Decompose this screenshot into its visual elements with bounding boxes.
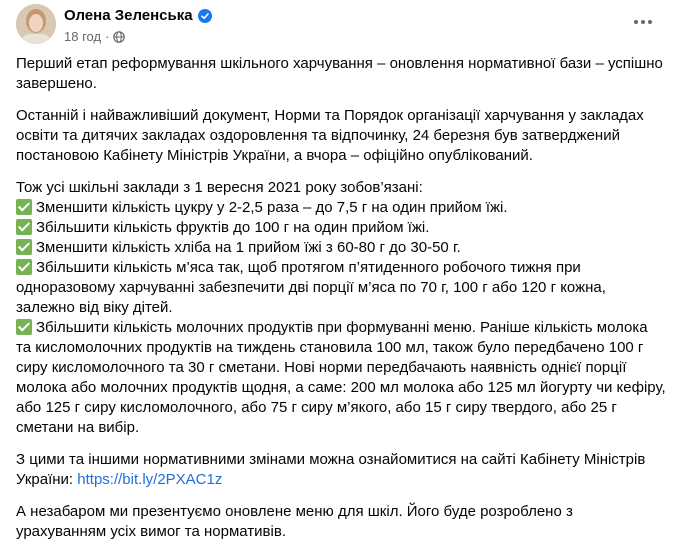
check-mark-icon [16, 199, 32, 215]
avatar[interactable] [16, 4, 56, 44]
list-item [16, 258, 666, 318]
check-mark-icon [16, 259, 32, 275]
paragraph-requirements-intro: Тож усі шкільні заклади з 1 вересня 2021 року зобов’язані: [16, 179, 423, 196]
list-item [16, 318, 666, 438]
check-mark-icon [16, 219, 32, 235]
list-item [16, 218, 666, 238]
check-mark-icon [16, 319, 32, 335]
meta-separator: · [105, 29, 110, 44]
paragraph-intro: Перший етап реформування шкільного харчування – оновлення нормативної бази – успішно завершено. [16, 55, 663, 92]
paragraph-document: Останній і найважливіший документ, Норми та Порядок організації харчування у закладах освіти та дитячих закладах оздоровлення та відпочинку, 24 березня був затверджений постановою Кабінету Міністрів України, а вчора – офіційно опублікований. [16, 107, 644, 164]
post-header [16, 4, 657, 48]
requirements-list [16, 198, 666, 438]
list-item-text: Збільшити кількість м’яса так, щоб протягом п’ятиденного робочого тижня при одноразовому харчуванні забезпечити дві порції м’яса по 70 г, 100 г або 120 г кожна, залежно від віку дітей. [16, 259, 606, 316]
list-item-text: Зменшити кількість хліба на 1 прийом їжі з 60-80 г до 30-50 г. [36, 239, 461, 256]
post-meta [64, 29, 125, 44]
paragraph-link [16, 450, 666, 490]
author-name[interactable]: Олена Зеленська [64, 7, 193, 24]
more-options-icon[interactable] [629, 8, 657, 36]
verified-badge-icon [198, 9, 212, 23]
list-item-text: Збільшити кількість фруктів до 100 г на один прийом їжі. [36, 219, 430, 236]
author-row [64, 7, 212, 24]
post-timestamp[interactable]: 18 год [64, 29, 102, 44]
avatar-image [16, 4, 56, 44]
paragraph-outro: А незабаром ми презентуємо оновлене меню для шкіл. Його буде розроблено з урахуванням усіх вимог та нормативів. [16, 503, 573, 540]
list-item [16, 198, 666, 218]
check-mark-icon [16, 239, 32, 255]
globe-icon[interactable] [113, 31, 125, 43]
list-item [16, 238, 666, 258]
list-item-text: Зменшити кількість цукру у 2-2,5 раза – до 7,5 г на один прийом їжі. [36, 199, 508, 216]
list-item-text: Збільшити кількість молочних продуктів при формуванні меню. Раніше кількість молока та кисломолочних продуктів на тиждень становила 100 мл, також було передбачено 100 г сиру кисломолочного та 30 г сметани. Нові норми передбачають наявність однієї порції молока або молочних продуктів щодня, а саме: 200 мл молока або 125 мл йогурту чи кефіру, або 125 г сиру кисломолочного, або 75 г сиру м’якого, або 15 г сиру твердого, або 25 г сметани на вибір. [16, 319, 666, 436]
paragraph-link-text: З цими та іншими нормативними змінами можна ознайомитися на сайті Кабінету Міністрів України: [16, 451, 646, 488]
post-text [16, 54, 666, 554]
cabinet-link[interactable]: https://bit.ly/2PXAC1z [77, 471, 223, 488]
